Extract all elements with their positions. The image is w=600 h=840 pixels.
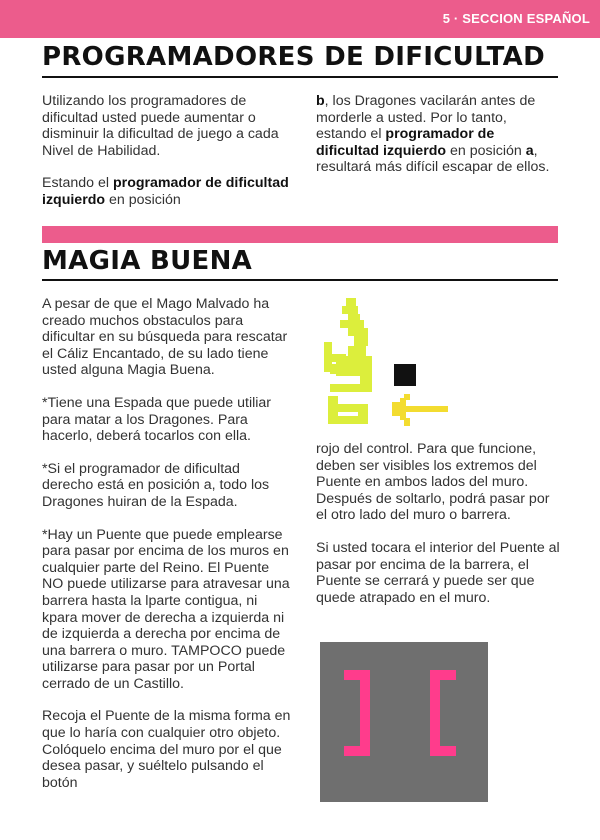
bridge-icon [320, 642, 488, 802]
pink-divider-bar [42, 226, 558, 243]
paragraph: b, los Dragones vacilarán antes de morderle a usted. Por lo tanto, estando el programador de dificultad izquierdo en posición a, resultará más difícil escapar de ellos. [316, 93, 550, 176]
section-label: 5 · SECCION ESPAÑOL [442, 11, 590, 26]
sword-arrow-icon [392, 394, 448, 426]
paragraph: Recoja el Puente de la misma forma en que lo haría con cualquier otro objeto. Colóquelo encima del muro por el que desea pasar, y suéltelo pulsando el botón [42, 708, 291, 791]
paragraph: *Si el programador de dificultad derecho está en posición a, todo los Dragones huiran de la Espada. [42, 460, 270, 510]
section1-right-column [316, 93, 560, 192]
section2-right-column [316, 441, 560, 622]
paragraph: rojo del control. Para que funcione, deben ser visibles los extremos del Puente en ambos lados del muro. Después de soltarlo, podrá pasar por el otro lado del muro o barrera. [316, 441, 550, 524]
paragraph: Utilizando los programadores de dificultad usted puede aumentar o disminuir la dificultad de juego a cada Nivel de Habilidad. [42, 93, 279, 159]
paragraph: A pesar de que el Mago Malvado ha creado muchos obstaculos para dificultar en su búsqueda para rescatar el Cáliz Encantado, de su lado tiene usted alguna Magia Buena. [42, 296, 288, 379]
paragraph: Si usted tocara el interior del Puente al pasar por encima de la barrera, el Puente se cerrará y puede ser que quede atrapado en el muro. [316, 539, 560, 606]
section2-left-column [42, 296, 292, 807]
section1-left-column [42, 93, 292, 225]
heading-programadores: PROGRAMADORES DE DIFICULTAD [42, 42, 545, 72]
dot-icon [394, 364, 416, 386]
paragraph: *Hay un Puente que puede emplearse para pasar por encima de los muros en cualquier parte del Reino. El Puente NO puede utilizarse para atravesar una barrera hasta la lparte contigua, ni kpara mover de derecha a izquierda ni de izquierda a derecha por encima de una barrera o muro. TAMPOCO puede utilizarse para pasar por un Portal cerrado de un Castillo. [42, 526, 290, 692]
game-sprite-illustration [316, 298, 450, 432]
dragon-sprite-icon [316, 298, 450, 432]
paragraph: Estando el programador de dificultad izquierdo en posición [42, 175, 289, 208]
paragraph: *Tiene una Espada que puede utiliar para matar a los Dragones. Para hacerlo, deberá tocarlos con ella. [42, 394, 272, 445]
heading-rule [42, 279, 558, 281]
heading-rule [42, 76, 558, 78]
bridge-illustration [320, 642, 488, 802]
heading-magia-buena: MAGIA BUENA [42, 246, 253, 276]
